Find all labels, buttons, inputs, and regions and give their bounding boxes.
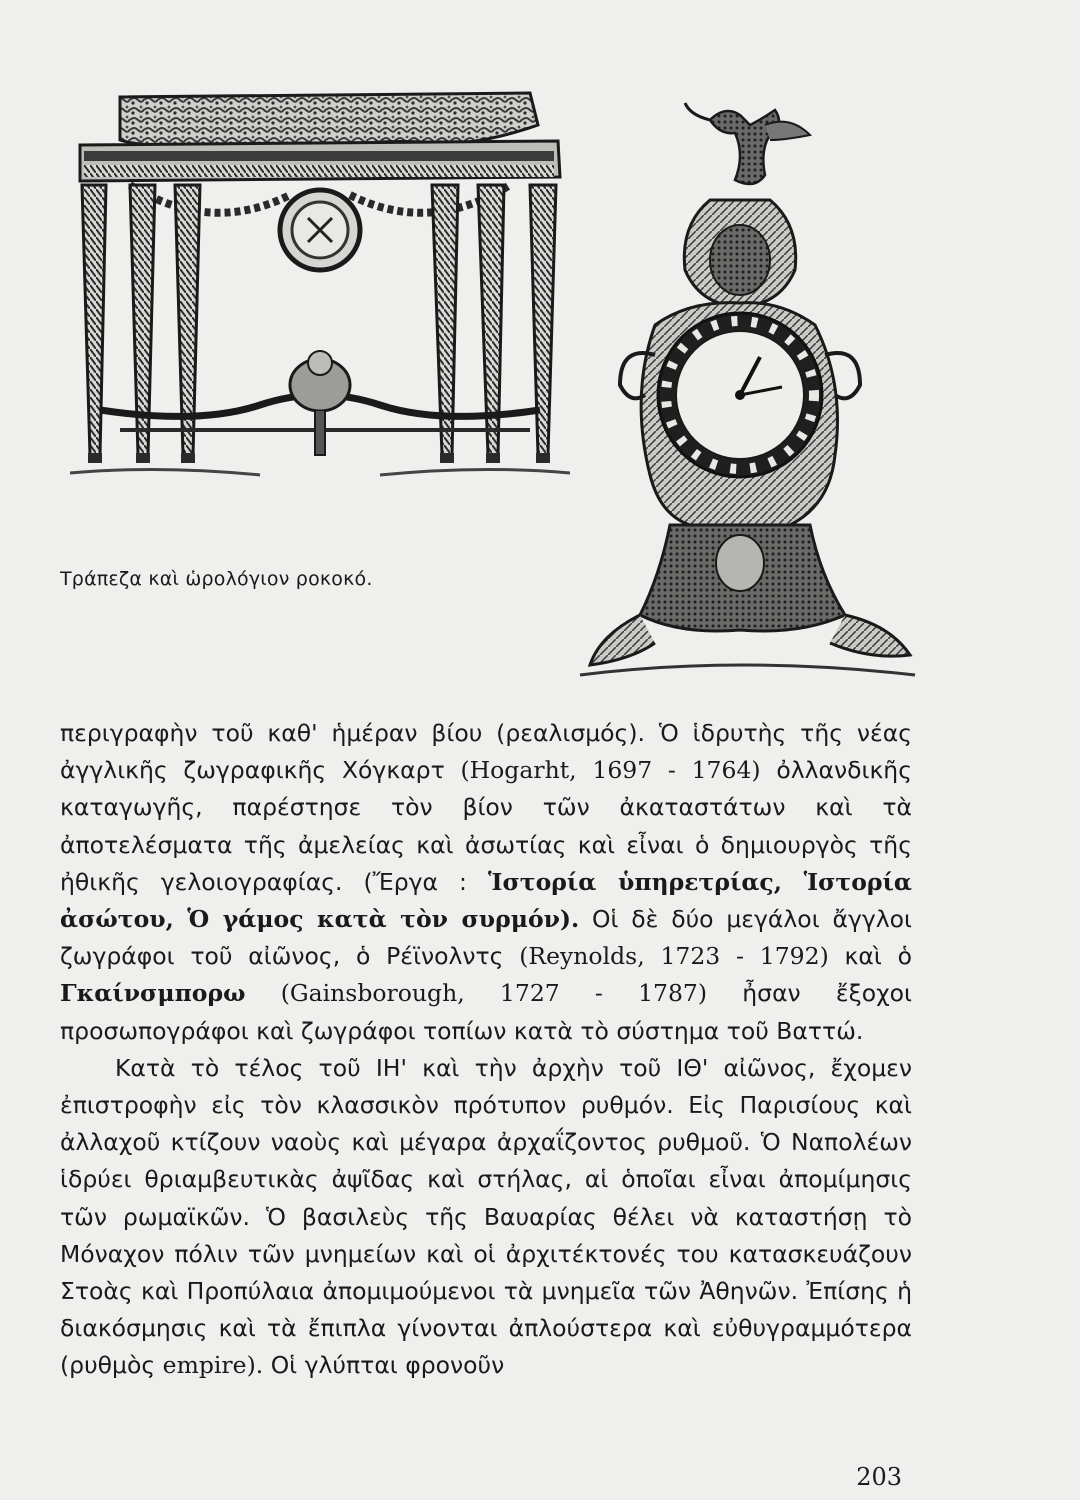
paragraph-2 — [60, 1050, 912, 1385]
body-text — [60, 715, 912, 1385]
text-span: περιγραφὴν τοῦ καθ' ἡμέραν βίου (ρεαλισμός). Ὁ ἱδρυτὴς τῆς νέας ἀγγλικῆς ζωγραφικῆς Χόγκαρτ — [60, 719, 912, 785]
rococo-clock-illustration-icon — [560, 95, 920, 685]
text-span: Οἱ γλύπται φρονοῦν — [270, 1351, 505, 1380]
painter-name: Γκαίνσμπορω — [60, 979, 246, 1008]
text-span: Οἱ δὲ δύο μεγάλοι ἄγγλοι ζωγράφοι τοῦ αἰῶνος, ὁ Ρέϊνολντς — [60, 905, 912, 971]
text-span: καὶ ὁ — [844, 942, 913, 971]
work-titles: Ἱστορία ὑπηρετρίας, Ἱστορία ἀσώτου, Ὁ γάμος κατὰ τὸν συρμόν). — [60, 867, 912, 934]
text-span: Κατὰ τὸ τέλος τοῦ ΙΗ' καὶ τὴν ἀρχὴν τοῦ ΙΘ' αἰῶνος, ἔχομεν ἐπιστροφὴν εἰς τὸν κλασσικὸν πρότυπον ρυθμόν. Εἰς Παρισίους καὶ ἀλλαχοῦ κτίζουν ναοὺς καὶ μέγαρα ἀρχαΐζοντος ρυθμοῦ. Ὁ Ναπολέων ἱδρύει θριαμβευτικὰς ἀψῖδας καὶ στήλας, αἱ ὁποῖαι εἶναι ἀπομίμησις τῶν ρωμαϊκῶν. Ὁ βασιλεὺς τῆς Βαυαρίας θέλει νὰ καταστήσῃ τὸ Μόναχον πόλιν τῶν μνημείων καὶ οἱ ἀρχιτέκτονές του κατασκευάζουν Στοὰς καὶ Προπύλαια ἀπομιμούμενοι τὰ μνημεῖα τῶν Ἀθηνῶν. Ἐπίσης ἡ διακόσμησις καὶ τὰ ἔπιπλα γίνονται ἀπλούστερα καὶ εὐθυγραμμότερα (ρυθμὸς — [60, 1053, 912, 1380]
rococo-table-illustration-icon — [60, 85, 580, 485]
text-span: (Hogarht, 1697 - 1764) — [460, 756, 761, 785]
page-number: 203 — [856, 1463, 902, 1491]
text-span: empire). — [162, 1351, 264, 1380]
text-span: ὀλλανδικῆς καταγωγῆς, παρέστησε τὸν βίον τῶν ἀκαταστάτων καὶ τὰ ἀποτελέσματα τῆς ἀμελείας καὶ ἀσωτίας καὶ εἶναι ὁ δημιουργὸς τῆς ἠθικῆς γελοιογραφίας. (Ἔργα : — [60, 756, 912, 896]
figure-caption: Τράπεζα καὶ ὡρολόγιον ροκοκό. — [60, 568, 373, 590]
text-span: ἦσαν ἔξοχοι προσωπογράφοι καὶ ζωγράφοι τοπίων κατὰ τὸ σύστημα τοῦ Βαττώ. — [60, 979, 912, 1045]
paragraph-1 — [60, 715, 912, 1050]
text-span: (Reynolds, 1723 - 1792) — [519, 942, 829, 971]
text-span: (Gainsborough, 1727 - 1787) — [280, 979, 708, 1008]
